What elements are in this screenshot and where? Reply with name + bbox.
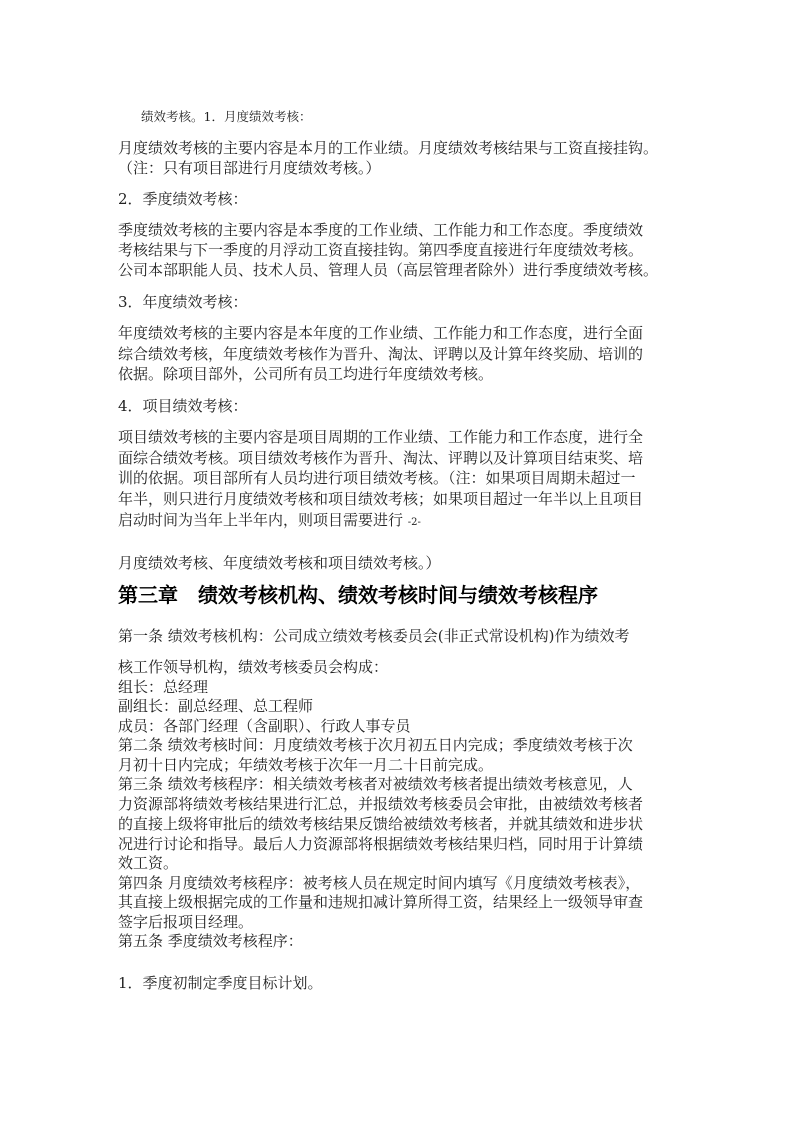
paragraph-text: 启动时间为当年上半年内，则项目需要进行 [118,511,404,529]
article-line: 况进行讨论和指导。最后人力资源部将根据绩效考核结果归档，同时用于计算绩 [118,835,644,853]
article-line: 签字后报项目经理。 [118,913,254,931]
paragraph-line: 年度绩效考核的主要内容是本年度的工作业绩、工作能力和工作态度，进行全面 [118,324,644,342]
list-item: 1．季度初制定季度目标计划。 [118,974,323,992]
page-number: -2- [407,517,421,528]
article-line: 副组长：副总经理、总工程师 [118,697,314,715]
article-line: 效工资。 [118,854,179,872]
paragraph-line: 公司本部职能人员、技术人员、管理人员（高层管理者除外）进行季度绩效考核。 [118,261,659,279]
article-line: 月初十日内完成；年绩效考核于次年一月二十日前完成。 [118,756,494,774]
article-line: 成员：各部门经理（含副职）、行政人事专员 [118,717,411,735]
article-line: 第三条 绩效考核程序：相关绩效考核者对被绩效考核者提出绩效考核意见，人 [118,775,633,793]
intro-line: 绩效考核。1．月度绩效考核： [141,109,312,124]
article-line: 力资源部将绩效考核结果进行汇总，并报绩效考核委员会审批，由被绩效考核者 [118,795,644,813]
article-line: 第五条 季度绩效考核程序： [118,932,303,950]
paragraph-line: 面综合绩效考核。项目绩效考核作为晋升、淘汰、评聘以及计算项目结束奖、培 [118,449,644,467]
section-title: 2．季度绩效考核： [118,190,248,208]
chapter-heading: 第三章 绩效考核机构、绩效考核时间与绩效考核程序 [118,583,598,607]
paragraph-line: 依据。除项目部外，公司所有员工均进行年度绩效考核。 [118,365,494,383]
paragraph-line: 年半，则只进行月度绩效考核和项目绩效考核；如果项目超过一年半以上且项目 [118,490,644,508]
paragraph-line: 综合绩效考核，年度绩效考核作为晋升、淘汰、评聘以及计算年终奖励、培训的 [118,345,644,363]
article-line: 第二条 绩效考核时间：月度绩效考核于次月初五日内完成；季度绩效考核于次 [118,736,633,754]
paragraph-line [118,510,421,533]
article-line: 第四条 月度绩效考核程序：被考核人员在规定时间内填写《月度绩效考核表》， [118,874,641,892]
paragraph-line: 项目绩效考核的主要内容是项目周期的工作业绩、工作能力和工作态度，进行全 [118,428,644,446]
article-line: 组长：总经理 [118,678,209,696]
paragraph-line: （注：只有项目部进行月度绩效考核。） [118,159,381,177]
article-line: 其直接上级根据完成的工作量和违规扣减计算所得工资，结果经上一级领导审查 [118,893,644,911]
paragraph-line: 训的依据。项目部所有人员均进行项目绩效考核。（注：如果项目周期未超过一 [118,469,636,487]
section-title: 3．年度绩效考核： [118,293,248,311]
paragraph-line: 月度绩效考核的主要内容是本月的工作业绩。月度绩效考核结果与工资直接挂钩。 [118,139,659,157]
paragraph-line: 考核结果与下一季度的月浮动工资直接挂钩。第四季度直接进行年度绩效考核。 [118,241,644,259]
section-title: 4．项目绩效考核： [118,397,248,415]
paragraph-line: 季度绩效考核的主要内容是本季度的工作业绩、工作能力和工作态度。季度绩效 [118,221,644,239]
article-line: 的直接上级将审批后的绩效考核结果反馈给被绩效考核者，并就其绩效和进步状 [118,815,644,833]
article-line: 第一条 绩效考核机构：公司成立绩效考核委员会(非正式常设机构)作为绩效考 [118,627,630,645]
article-line: 核工作领导机构，绩效考核委员会构成： [118,658,389,676]
paragraph-line: 月度绩效考核、年度绩效考核和项目绩效考核。） [118,554,441,572]
